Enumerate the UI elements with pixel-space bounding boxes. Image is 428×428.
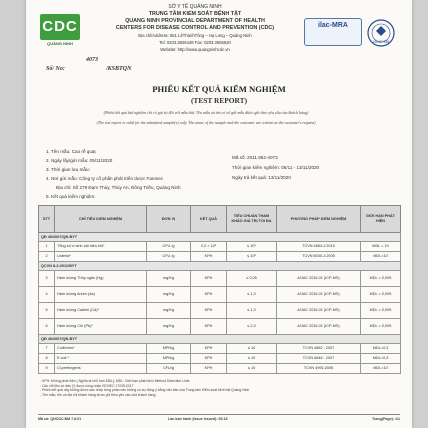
cell-method: TCVN 4884-1:2015 (277, 242, 361, 252)
return-date: Ngày trả kết quả: 13/11/2020 (232, 175, 291, 180)
cell-result: KPH (191, 252, 227, 262)
note-line: - Tên mẫu, tên và địa chỉ khách hàng được ghi theo yêu cầu của khách hàng (40, 392, 156, 397)
cell-loq: MDL=10 (361, 364, 401, 374)
cell-test-name: Hàm lượng Arsen (As) (55, 287, 147, 303)
cell-unit: MPN/g (147, 344, 191, 354)
table-row (39, 252, 401, 262)
table-group-row (39, 262, 401, 271)
cell-method: AOAC 2015.01 (ICP-MS) (277, 287, 361, 303)
sender: 4. Nơi gửi mẫu: Công ty cổ phần phát triển dược Fanmec (46, 176, 164, 181)
cdc-logo-mark: CDC (40, 14, 80, 40)
cell-method: AOAC 2015.01 (ICP-MS) (277, 319, 361, 335)
cell-method: TCVN 4882 : 2007 (277, 344, 361, 354)
cell-result: 2,0 × 10² (191, 242, 227, 252)
cell-stt: 8 (39, 354, 55, 364)
cell-unit: CFU /g (147, 242, 191, 252)
vilas-seal-text: VILAS 938 (372, 40, 390, 44)
col-header-result: KẾT QUẢ (191, 206, 227, 233)
cell-standard: ≤ 10 (227, 354, 277, 364)
cell-test-name: Cl.perfringens (55, 364, 147, 374)
doc-number: 4073 (86, 57, 98, 63)
table-row (39, 354, 401, 364)
cell-test-name: Hàm lượng Chì (Pb)* (55, 319, 147, 335)
group-label: QCVN 8-2:2011/BYT (39, 262, 401, 271)
cell-unit: mg/Kg (147, 287, 191, 303)
cell-loq: MDL=0,3 (361, 344, 401, 354)
header-center-name-en: CENTERS FOR DISEASE CONTROL AND PREVENTION (CDC) (115, 25, 275, 31)
cell-method: TCVN 8030-1:2005 (277, 252, 361, 262)
cdc-logo (40, 14, 80, 48)
vilas-seal (366, 18, 396, 48)
report-title-vi: PHIẾU KẾT QUẢ KIỂM NGHIỆM (152, 84, 286, 94)
header-center-name-vi: TRUNG TÂM KIỂM SOÁT BỆNH TẬT (148, 11, 242, 17)
sample-date: 2. Ngày lấy/gửi mẫu: 05/11/2020 (46, 158, 113, 163)
report-intro-en: (The test report is valid for the submitted sample(s) only. The name of the sample and the customer are written at the customer's request) (96, 120, 316, 125)
cell-result: KPH (191, 287, 227, 303)
cell-stt: 7 (39, 344, 55, 354)
cell-stt: 6 (39, 319, 55, 335)
cell-test-name: Hàm lượng Cadimi (Cd)* (55, 303, 147, 319)
cell-standard: ≤ 1,0 (227, 303, 277, 319)
cell-stt: 1 (39, 242, 55, 252)
cell-standard: ≤ 2,0 (227, 319, 277, 335)
cell-loq: MDL=10 (361, 252, 401, 262)
note-line: - KPH: Không phát hiện ( Nghĩa là nhỏ hơn MDL); MDL: Giới hạn phát hiện/ Method Detection Limit (40, 379, 190, 383)
report-notes (40, 379, 400, 397)
cell-loq: MDL = 0,009 (361, 319, 401, 335)
cell-stt: 9 (39, 364, 55, 374)
test-report-page (26, 0, 412, 428)
cell-loq: MDL = 0,009 (361, 287, 401, 303)
cell-stt: 4 (39, 287, 55, 303)
cell-standard: ≤ 10⁵ (227, 242, 277, 252)
cell-stt: 2 (39, 252, 55, 262)
cell-loq: MDL = 0,009 (361, 271, 401, 287)
cell-standard: ≤ 0,05 (227, 271, 277, 287)
header-ministry: SỞ Y TẾ QUẢNG NINH (168, 4, 222, 10)
cell-test-name: Tổng số vi sinh vật hiếu khí* (55, 242, 147, 252)
cell-standard: ≤ 10² (227, 252, 277, 262)
test-time: Thời gian kiểm nghiệm: 05/11 - 13/11/2020 (232, 165, 320, 170)
report-intro-vi: (Phiếu kết quả thử nghiệm chỉ có giá trị đối với mẫu thử. Tên mẫu và tên cơ sở gửi mẫu được ghi theo yêu cầu của khách hàng) (103, 110, 309, 115)
group-label: QĐ 46/2007/QĐ-BYT (39, 233, 401, 242)
report-title-en: (TEST REPORT) (190, 96, 248, 105)
page-footer (38, 414, 400, 421)
cell-result: KPH (191, 364, 227, 374)
sample-name: 1. Tên mẫu: Cao rễ quạt (46, 149, 96, 154)
cell-test-name: Hàm lượng Thủy ngân (Hg) (55, 271, 147, 287)
storage-time: 3. Thời gian lưu mẫu: (46, 167, 90, 172)
cell-unit: mg/Kg (147, 271, 191, 287)
results-heading: 5. Kết quả kiểm nghiệm: (46, 194, 96, 199)
table-row (39, 287, 401, 303)
header-website: Website: http://www.quangninhcdc.vn (160, 47, 230, 52)
footer-form-code: Mã số: QNCDC.BM 7.8.01 (38, 417, 82, 421)
cell-loq: MDL = 0,009 (361, 303, 401, 319)
table-row (39, 242, 401, 252)
cell-unit: MPN/g (147, 354, 191, 364)
header-address: Địa chỉ/Address: 651 LêThánhTông – Hạ Long – Quảng Ninh (138, 33, 252, 38)
cell-unit: CFU/g (147, 364, 191, 374)
footer-page: Trang(Page): 1/1 (372, 417, 400, 421)
results-table-header (39, 206, 401, 233)
header-department-en: QUANG NINH PROVINCIAL DEPARTMENT OF HEALTH (125, 18, 265, 24)
sender-address: Địa chỉ: Số 279 Đạm Thủy, Thủy An, Đông Triều, Quảng Ninh (56, 185, 181, 190)
cell-method: TCVN 4991:2005 (277, 364, 361, 374)
cell-standard: ≤ 10 (227, 344, 277, 354)
organization-header (90, 4, 300, 53)
cell-unit: mg/Kg (147, 319, 191, 335)
table-row (39, 303, 401, 319)
cdc-logo-subtext: QUẢNG NINH (47, 41, 73, 46)
results-table-body (39, 233, 401, 374)
cell-standard: ≤ 10 (227, 364, 277, 374)
cell-stt: 5 (39, 303, 55, 319)
col-header-test-name: CHỈ TIÊU KIỂM NGHIỆM (55, 206, 147, 233)
results-table (38, 205, 401, 374)
group-label: QĐ 46/2007/QĐ-BYT (39, 335, 401, 344)
cell-result: KPH (191, 344, 227, 354)
cell-stt: 3 (39, 271, 55, 287)
table-row (39, 364, 401, 374)
cell-result: KPH (191, 354, 227, 364)
cell-method: AOAC 2015.01 (ICP-MS) (277, 271, 361, 287)
cell-unit: mg/Kg (147, 303, 191, 319)
cell-loq: MDL = 10 (361, 242, 401, 252)
note-line: - Phiếu kết quả này không được sao chép từng phần nếu không có sự đồng ý bằng văn bản của Trung tâm Kiểm soát bệnh tật Quảng Ninh (40, 388, 250, 393)
table-row (39, 344, 401, 354)
doc-number-label: Số/ No: (46, 66, 65, 72)
col-header-method: PHƯƠNG PHÁP KIỂM NGHIỆM (277, 206, 361, 233)
col-header-standard: TIÊU CHUẨN THAM KHẢO GIÁ TRỊ TỐI ĐA (227, 206, 277, 233)
cell-method: AOAC 2015.01 (ICP-MS) (277, 303, 361, 319)
table-row (39, 319, 401, 335)
table-row (39, 271, 401, 287)
cell-test-name: Listeria* (55, 252, 147, 262)
cell-loq: MDL=0,3 (361, 354, 401, 364)
vilas-seal-icon (366, 18, 396, 48)
ilac-mra-label: ilac-MRA (318, 22, 348, 29)
col-header-loq: GIỚI HẠN PHÁT HIỆN (361, 206, 401, 233)
cell-result: KPH (191, 303, 227, 319)
table-group-row (39, 233, 401, 242)
cell-test-name: Coliforms* (55, 344, 147, 354)
cell-test-name: E.coli * (55, 354, 147, 364)
ilac-mra-badge (304, 18, 362, 46)
note-line: - Các chỉ tiêu có dấu (*) được công nhận ISO/IEC 17025:2017 (40, 383, 134, 388)
cell-result: KPH (191, 319, 227, 335)
header-phone-fax: Tel: 0203.3825448 Fax: 0203.3556620 (159, 40, 231, 45)
cell-method: TCVN 6846 : 2007 (277, 354, 361, 364)
cell-result: KPH (191, 271, 227, 287)
cell-unit: CFU /g (147, 252, 191, 262)
footer-issue: Lần ban hành (Issue issued): 05.18 (168, 417, 228, 421)
doc-code: /KSBTQN (106, 66, 132, 72)
table-group-row (39, 335, 401, 344)
sample-code: Mã số: 2011.952-4073 (232, 155, 278, 160)
col-header-stt: STT (39, 206, 55, 233)
col-header-unit: ĐƠN VỊ (147, 206, 191, 233)
cell-standard: ≤ 1,0 (227, 287, 277, 303)
